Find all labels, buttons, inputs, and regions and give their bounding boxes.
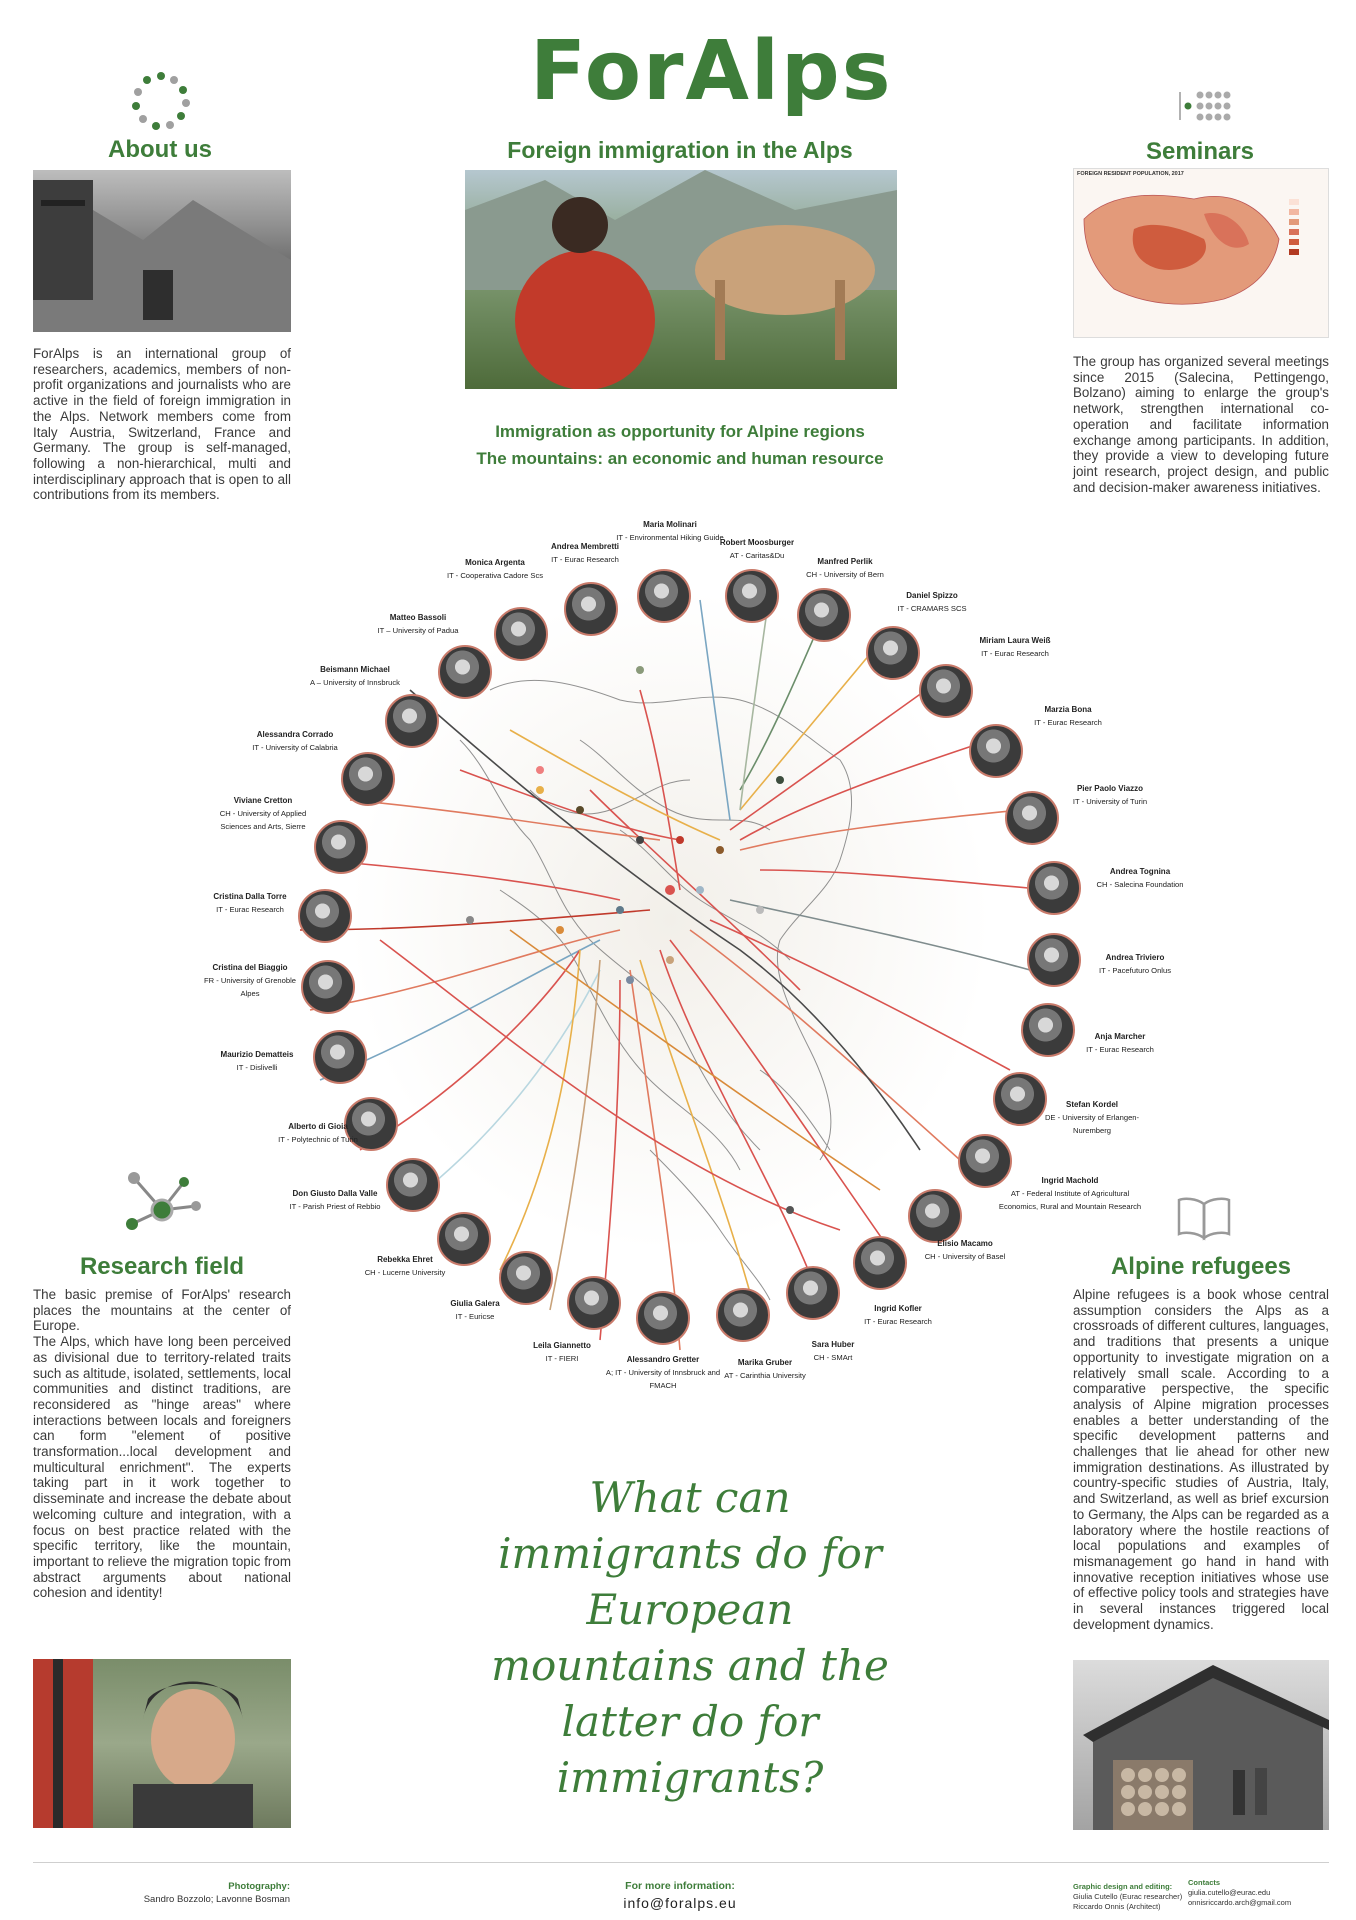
- member-aff: CH - University of Applied Sciences and Arts, Sierre: [219, 809, 307, 831]
- member-aff: IT - Polytechnic of Turin: [278, 1135, 358, 1144]
- member-aff: DE - University of Erlangen-Nuremberg: [1044, 1113, 1140, 1135]
- research-photo: [33, 1659, 291, 1828]
- member-avatar: [298, 889, 352, 943]
- member-name: Alessandra Corrado: [256, 730, 334, 739]
- member-aff: IT - FIERI: [545, 1354, 579, 1363]
- member-avatar: [386, 1158, 440, 1212]
- tagline-2: The mountains: an economic and human resource: [476, 449, 884, 468]
- member-label: [263, 1120, 373, 1146]
- member-aff: CH - University of Bern: [806, 570, 884, 579]
- member-name: Don Giusto Dalla Valle: [292, 1189, 378, 1198]
- member-label: [950, 634, 1080, 660]
- network-node-icon: [122, 1170, 202, 1236]
- dots-circle-icon: [130, 70, 192, 132]
- member-label: [355, 1253, 455, 1279]
- member-name: Andrea Tognina: [1109, 867, 1171, 876]
- book-icon: [1176, 1194, 1232, 1242]
- member-label: [207, 1048, 307, 1074]
- member-aff: IT - Eurac Research: [216, 905, 284, 914]
- member-aff: IT - Dislivelli: [236, 1063, 278, 1072]
- member-label: [920, 1237, 1010, 1263]
- member-aff: IT - Environmental Hiking Guide: [616, 533, 724, 542]
- center-photo: [465, 170, 897, 389]
- member-aff: AT - Caritas&Du: [729, 551, 785, 560]
- tagline-1: Immigration as opportunity for Alpine regions: [495, 422, 865, 441]
- member-label: [218, 794, 308, 833]
- member-name: Matteo Bassoli: [389, 613, 447, 622]
- dots-grid-icon: [1178, 90, 1238, 122]
- member-aff: IT – University of Padua: [377, 626, 459, 635]
- member-name: Viviane Cretton: [233, 796, 293, 805]
- member-label: [305, 663, 405, 689]
- member-avatar: [341, 752, 395, 806]
- member-name: Cristina Dalla Torre: [213, 892, 287, 901]
- member-name: Pier Paolo Viazzo: [1076, 784, 1144, 793]
- member-aff: A; IT - University of Innsbruck and FMACH: [605, 1368, 721, 1390]
- member-name: Miriam Laura Weiß: [979, 636, 1051, 645]
- member-aff: IT - Eurac Research: [1034, 718, 1102, 727]
- member-avatar: [786, 1266, 840, 1320]
- member-name: Monica Argenta: [465, 558, 525, 567]
- member-avatar: [494, 607, 548, 661]
- member-name: Marzia Bona: [1044, 705, 1092, 714]
- member-avatar: [637, 569, 691, 623]
- member-label: [1070, 951, 1200, 977]
- member-label: [200, 890, 300, 916]
- member-aff: IT - University of Turin: [1072, 797, 1148, 806]
- map-title: FOREIGN RESIDENT POPULATION, 2017: [1077, 171, 1184, 177]
- member-name: Giulia Galera: [450, 1299, 500, 1308]
- member-name: Ingrid Machold: [1041, 1176, 1099, 1185]
- member-aff: IT - Eurac Research: [551, 555, 619, 564]
- member-label: [1075, 865, 1205, 891]
- research-heading: Research field: [79, 1253, 245, 1280]
- member-name: Rebekka Ehret: [377, 1255, 433, 1264]
- member-aff: IT - Parish Priest of Rebbio: [289, 1202, 381, 1211]
- member-avatar: [866, 626, 920, 680]
- member-label: [843, 1302, 953, 1328]
- member-label: [867, 589, 997, 615]
- seminars-map: [1073, 168, 1329, 338]
- member-aff: FR - University of Grenoble Alpes: [204, 976, 296, 998]
- research-text: The basic premise of ForAlps' research places the mountains at the center of Europe. The Alps, which have long been perceived as divisional due to territory-related traits such as altitude, isolated, settlements, local communities and distinct traditions, are reconsidered as "hinge areas" where interactions between locals and foreigners can form "element of positive transformation...local development and multicultural enrichment". The experts taking part in it work together to disseminate and increase the debate about welcoming culture and integration, with a focus on best practice related with the specific territory, like the mountain, important to relieve the migration topic from abstract arguments about national cohesion and identity!: [33, 1287, 291, 1601]
- member-avatar: [313, 1030, 367, 1084]
- quote: [480, 1470, 900, 1806]
- member-avatar: [567, 1276, 621, 1330]
- member-avatar: [636, 1291, 690, 1345]
- refugees-text: Alpine refugees is a book whose central assumption considers the Alps as a crossroads of different cultures, languages, and traditions that presents a unique opportunity to investigate migration on a relatively small scale. According to a comparative perspective, the specific analysis of Alpine migration processes enables a better understanding of the specific development patterns and challenges that lie ahead for other new immigration destinations. As illustrated by country-specific studies of Austria, Italy, and Switzerland, as well as brief excursion to Germany, the Alps can be regarded as a laboratory where the hostile reactions of local populations and examples of mismanagement go hand in hand with innovative reception initiatives whose use of effective policy tools and strategies have in several instances triggered local development dynamics.: [1073, 1287, 1329, 1632]
- logo-title: ForAlps: [530, 24, 893, 119]
- refugees-heading: Alpine refugees: [1110, 1253, 1292, 1280]
- member-avatar: [919, 664, 973, 718]
- about-photo: [33, 170, 291, 332]
- member-aff: AT - Federal Institute of Agricultural Economics, Rural and Mountain Research: [998, 1189, 1142, 1211]
- footer-photo-credit: [80, 1880, 290, 1906]
- member-label: [1045, 782, 1175, 808]
- footer-design: [1073, 1882, 1193, 1912]
- member-name: Andrea Triviero: [1105, 953, 1165, 962]
- member-label: [1055, 1030, 1185, 1056]
- member-label: [1027, 1098, 1157, 1137]
- member-name: Leila Giannetto: [533, 1341, 591, 1350]
- designer-2: Riccardo Onnis (Architect): [1073, 1902, 1161, 1911]
- about-text: ForAlps is an international group of researchers, academics, members of non-profit organizations and journalists who are active in the field of foreign immigration in the Alps. Network members come from Italy Austria, Switzerland, France and Germany. The group is self-managed, following a non-hierarchical, multi and interdisciplinary approach that is open to all contributions from its members.: [33, 346, 291, 503]
- member-name: Maria Molinari: [643, 520, 697, 529]
- member-name: Manfred Perlik: [817, 557, 873, 566]
- member-avatar: [1027, 861, 1081, 915]
- member-name: Andrea Membretti: [550, 542, 619, 551]
- seminars-text: The group has organized several meetings since 2015 (Salecina, Pettingengo, Bolzano) aiming to enlarge the group's network, strengthen international co-operation and facilitate information exchange among participants. In addition, they provide a view to developing future joint research, project design, and public and decision-maker awareness initiatives.: [1073, 354, 1329, 495]
- member-aff: IT - Eurac Research: [981, 649, 1049, 658]
- member-name: Cristina del Biaggio: [212, 963, 288, 972]
- member-avatar: [716, 1288, 770, 1342]
- quote-line: immigrants do for: [498, 1529, 882, 1578]
- quote-line: European: [586, 1585, 794, 1634]
- member-label: [250, 728, 340, 754]
- member-aff: AT - Carinthia University: [724, 1371, 806, 1380]
- member-label: [280, 1187, 390, 1213]
- member-label: [598, 1353, 728, 1392]
- member-label: [368, 611, 468, 637]
- member-name: Sara Huber: [811, 1340, 855, 1349]
- member-name: Elisio Macamo: [937, 1239, 993, 1248]
- quote-line: latter do for: [561, 1697, 819, 1746]
- member-label: [995, 1174, 1145, 1213]
- member-name: Ingrid Kofler: [874, 1304, 922, 1313]
- member-label: [425, 1297, 525, 1323]
- quote-line: mountains and the: [491, 1641, 889, 1690]
- member-label: [512, 1339, 612, 1365]
- member-aff: CH - Salecina Foundation: [1096, 880, 1184, 889]
- center-heading: Foreign immigration in the Alps: [507, 137, 853, 163]
- member-name: Marika Gruber: [737, 1358, 793, 1367]
- member-aff: A – University of Innsbruck: [310, 678, 400, 687]
- photo-names: Sandro Bozzolo; Lavonne Bosman: [143, 1894, 290, 1905]
- contact-email-1[interactable]: giulia.cutello@eurac.edu: [1188, 1888, 1271, 1897]
- member-name: Alberto di Gioia: [288, 1122, 348, 1131]
- member-aff: IT - Cooperativa Cadore Scs: [446, 571, 544, 580]
- photo-label: Photography:: [228, 1881, 290, 1892]
- refugees-photo: [1073, 1660, 1329, 1830]
- contacts-label: Contacts: [1188, 1878, 1221, 1887]
- member-aff: IT - Eurac Research: [1086, 1045, 1154, 1054]
- member-aff: IT - University of Calabria: [252, 743, 338, 752]
- member-avatar: [564, 582, 618, 636]
- member-avatar: [301, 960, 355, 1014]
- member-label: [780, 555, 910, 581]
- footer-divider: [33, 1862, 1329, 1863]
- email-link[interactable]: info@foralps.eu: [623, 1895, 737, 1911]
- member-aff: IT - Pacefuturo Onlus: [1098, 966, 1172, 975]
- member-aff: IT - CRAMARS SCS: [897, 604, 967, 613]
- quote-line: What can: [589, 1473, 791, 1522]
- member-avatar: [438, 645, 492, 699]
- design-label: Graphic design and editing:: [1073, 1882, 1173, 1891]
- member-aff: CH - Lucerne University: [364, 1268, 446, 1277]
- seminars-heading: Seminars: [1145, 138, 1255, 165]
- member-label: [1003, 703, 1133, 729]
- member-name: Alessandro Gretter: [626, 1355, 700, 1364]
- member-aff: IT - Euricse: [455, 1312, 495, 1321]
- member-avatar: [314, 820, 368, 874]
- footer-contacts: [1188, 1878, 1328, 1908]
- member-aff: IT - Eurac Research: [864, 1317, 932, 1326]
- member-label: [520, 540, 650, 566]
- member-name: Maurizio Dematteis: [220, 1050, 294, 1059]
- member-name: Daniel Spizzo: [906, 591, 958, 600]
- designer-1: Giulia Cutello (Eurac researcher): [1073, 1892, 1183, 1901]
- member-name: Beismann Michael: [320, 665, 390, 674]
- member-avatar: [725, 569, 779, 623]
- footer-info: [580, 1880, 780, 1911]
- member-name: Anja Marcher: [1094, 1032, 1146, 1041]
- member-avatar: [797, 588, 851, 642]
- member-avatar: [853, 1236, 907, 1290]
- member-aff: CH - SMArt: [813, 1353, 853, 1362]
- quote-line: immigrants?: [556, 1753, 824, 1802]
- member-avatar: [908, 1189, 962, 1243]
- member-name: Robert Moosburger: [719, 538, 795, 547]
- member-avatar: [385, 694, 439, 748]
- about-heading: About us: [108, 136, 212, 163]
- member-label: [200, 961, 300, 1000]
- member-name: Stefan Kordel: [1065, 1100, 1118, 1109]
- member-aff: CH - University of Basel: [924, 1252, 1006, 1261]
- contact-email-2[interactable]: onnisriccardo.arch@gmail.com: [1188, 1898, 1292, 1907]
- info-label: For more information:: [625, 1880, 735, 1892]
- member-avatar: [969, 724, 1023, 778]
